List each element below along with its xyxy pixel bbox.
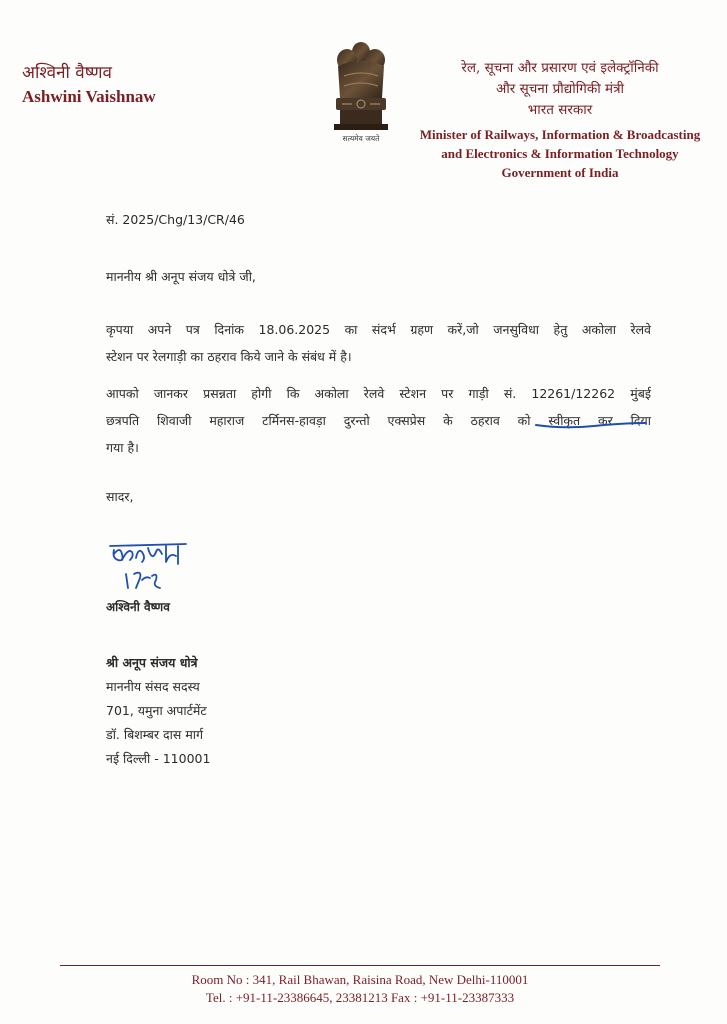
addressee-line-4: नई दिल्ली - 110001	[106, 751, 211, 766]
paragraph-1-line-2: स्टेशन पर रेलगाड़ी का ठहराव किये जाने के संबंध में है।	[106, 349, 352, 364]
emblem-motto: सत्यमेव जयते	[342, 134, 380, 143]
addressee-line-3: डॉ. बिशम्बर दास मार्ग	[106, 727, 204, 742]
office-english-line-1: Minister of Railways, Information & Broadcasting	[419, 127, 701, 142]
paragraph-1	[106, 316, 651, 370]
paragraph-2-line-1: आपको जानकर प्रसन्नता होगी कि अकोला रेलवे स्टेशन पर गाड़ी सं. 12261/12262 मुंबई	[106, 386, 651, 401]
paragraph-2-line-2: छत्रपति शिवाजी महाराज टर्मिनस-हावड़ा दुरन्तो एक्सप्रेस के ठहराव को स्वीकृत कर दिया	[106, 413, 651, 428]
office-english-line-3: Government of India	[501, 165, 619, 180]
minister-name-hindi: अश्विनी वैष्णव	[22, 63, 112, 83]
paragraph-2-line-3: गया है।	[106, 440, 139, 455]
footer-address: Room No : 341, Rail Bhawan, Raisina Road, New Delhi-110001	[191, 972, 529, 987]
footer-divider	[60, 965, 660, 966]
reference-number: सं. 2025/Chg/13/CR/46	[106, 212, 245, 227]
closing: सादर,	[106, 489, 134, 504]
office-hindi-line-1: रेल, सूचना और प्रसारण एवं इलेक्ट्रॉनिकी	[461, 60, 659, 76]
addressee-name: श्री अनूप संजय धोत्रे	[106, 655, 198, 670]
footer-contact: Tel. : +91-11-23386645, 23381213 Fax : +91-11-23387333	[205, 990, 515, 1005]
signer-name: अश्विनी वैष्णव	[106, 600, 170, 614]
addressee-line-2: 701, यमुना अपार्टमेंट	[106, 703, 207, 718]
addressee-line-1: माननीय संसद सदस्य	[106, 679, 200, 694]
office-hindi-line-2: और सूचना प्रौद्योगिकी मंत्री	[495, 81, 625, 97]
office-designation	[410, 58, 710, 182]
paragraph-1-line-1: कृपया अपने पत्र दिनांक 18.06.2025 का संदर्भ ग्रहण करें,जो जनसुविधा हेतु अकोला रेलवे	[106, 322, 651, 337]
pen-underline-mark	[534, 420, 648, 430]
office-english-line-2: and Electronics & Information Technology	[441, 146, 679, 161]
handwritten-signature	[108, 540, 198, 602]
minister-name-english: Ashwini Vaishnaw	[22, 87, 156, 106]
office-hindi-line-3: भारत सरकार	[527, 102, 593, 118]
salutation: माननीय श्री अनूप संजय धोत्रे जी,	[106, 269, 256, 284]
